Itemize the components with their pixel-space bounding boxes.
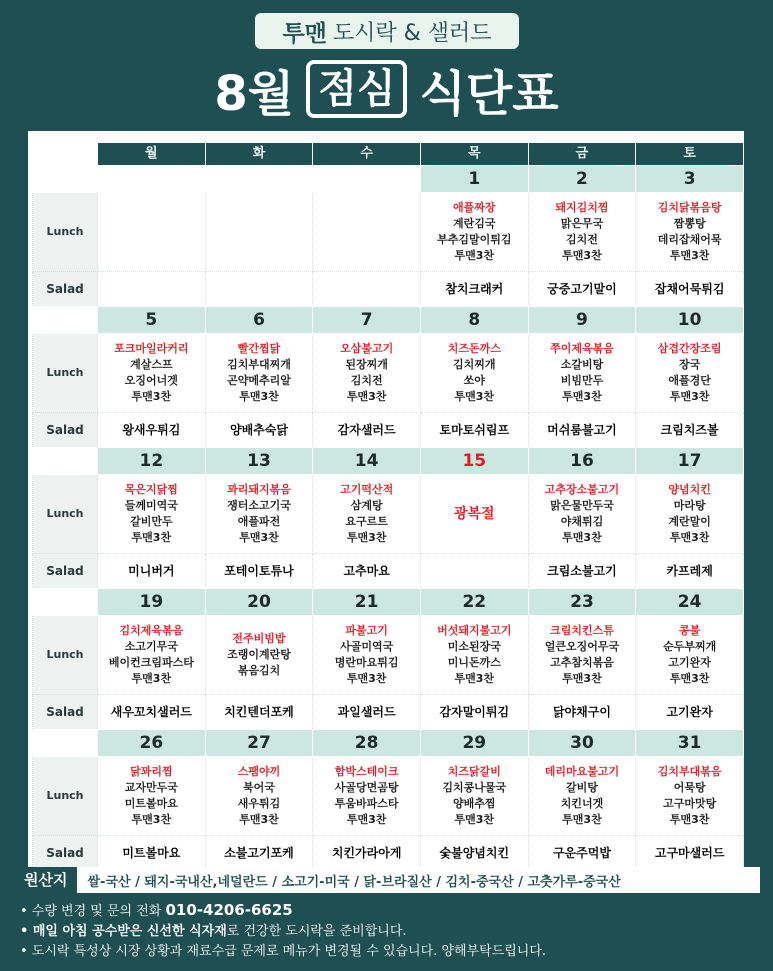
lunch-cell [420, 193, 528, 272]
origin-text: 쌀-국산 / 돼지-국내산,네덜란드 / 소고기-미국 / 닭-브라질산 / 김치-중국산 / 고춧가루-중국산 [87, 874, 621, 890]
salad-label: Salad [33, 272, 98, 307]
notes [20, 900, 760, 962]
main-dish: 스팸야끼 [237, 765, 281, 778]
date-cell: 19 [98, 589, 206, 616]
salad-cell: 고추마요 [313, 554, 421, 589]
side-dish: 어묵탕 [673, 781, 706, 794]
salad-label: Salad [33, 413, 98, 448]
salad-cell [205, 272, 313, 307]
date-cell [98, 166, 206, 193]
side-dish: 투맨3찬 [562, 531, 602, 544]
salad-cell: 양배추숙닭 [205, 413, 313, 448]
side-dish: 투맨3찬 [239, 531, 279, 544]
salad-cell: 잡채어묵튀김 [636, 272, 744, 307]
lunch-cell [528, 475, 636, 554]
side-dish: 투맨3찬 [346, 390, 387, 403]
side-dish: 된장찌개 [345, 358, 388, 371]
lunch-cell [98, 757, 206, 836]
main-dish: 김치제육볶음 [119, 624, 184, 637]
side-dish: 볶음김치 [237, 664, 281, 677]
side-dish: 투맨3찬 [669, 531, 710, 544]
side-dish: 삼계탕 [350, 499, 383, 512]
salad-cell: 고기완자 [636, 695, 744, 730]
lunch-label: Lunch [33, 616, 98, 695]
main-dish: 꽈리돼지볶음 [227, 483, 291, 496]
side-dish: 맑은무국 [560, 217, 604, 230]
lunch-row [33, 334, 744, 413]
side-dish: 투맨3찬 [562, 672, 602, 685]
salad-cell: 머쉬룸불고기 [528, 413, 636, 448]
date-cell: 30 [528, 730, 636, 757]
date-cell: 22 [420, 589, 528, 616]
side-dish: 맑은물만두국 [550, 499, 614, 512]
main-dish: 오삼불고기 [340, 342, 394, 355]
lunch-cell [313, 475, 421, 554]
side-dish: 들께미역국 [124, 499, 178, 512]
side-dish: 갈비탕 [566, 781, 598, 794]
side-dish: 투맨3찬 [346, 531, 387, 544]
date-row [33, 307, 744, 334]
side-dish: 부추김말이튀김 [437, 233, 512, 246]
holiday-label: 광복절 [454, 505, 495, 522]
date-cell: 29 [420, 730, 528, 757]
phone-number: 010-4206-6625 [165, 901, 293, 919]
date-row [33, 448, 744, 475]
side-dish: 베이컨크림파스타 [108, 656, 194, 669]
note-change: • 도시락 특성상 시장 상황과 재료수급 문제로 메뉴가 변경될 수 있습니다. 양해부탁드립니다. [20, 944, 547, 959]
side-dish: 계살스프 [130, 358, 173, 371]
salad-cell: 토마토쉬림프 [420, 413, 528, 448]
date-cell: 2 [528, 166, 636, 193]
main-dish: 고추장소불고기 [544, 483, 620, 496]
main-dish: 고기떡산적 [340, 483, 394, 496]
salad-cell: 미트볼마요 [98, 836, 206, 871]
side-dish: 얼큰오징어무국 [544, 640, 620, 653]
lunch-label: Lunch [33, 475, 98, 554]
salad-cell: 궁중고기말이 [528, 272, 636, 307]
weekday-header: 토 [636, 143, 744, 166]
lunch-row [33, 475, 744, 554]
lunch-cell [420, 616, 528, 695]
main-dish: 애플짜장 [453, 201, 496, 214]
main-dish: 빨간찜닭 [237, 342, 281, 355]
lunch-cell [636, 757, 744, 836]
side-dish: 요구르트 [345, 515, 388, 528]
main-dish: 돼지김치찜 [555, 201, 609, 214]
salad-cell: 고구마샐러드 [636, 836, 744, 871]
lunch-cell [636, 334, 744, 413]
lunch-cell [528, 757, 636, 836]
lunch-cell [98, 475, 206, 554]
side-dish: 고구마맛탕 [663, 797, 717, 810]
date-cell: 13 [205, 448, 313, 475]
lunch-cell [313, 193, 421, 272]
main-dish: 파불고기 [345, 624, 388, 637]
side-dish: 고추참치볶음 [550, 656, 614, 669]
side-dish: 김치전 [566, 233, 598, 246]
salad-row [33, 272, 744, 307]
side-dish: 투맨3찬 [239, 390, 279, 403]
side-dish: 투맨3찬 [346, 672, 387, 685]
date-cell: 16 [528, 448, 636, 475]
side-dish: 미니돈까스 [447, 656, 501, 669]
lunch-cell [528, 334, 636, 413]
date-cell: 12 [98, 448, 206, 475]
date-cell [313, 166, 421, 193]
salad-cell [98, 272, 206, 307]
side-dish: 투맨3찬 [239, 813, 279, 826]
lunch-cell [98, 616, 206, 695]
side-dish: 투맨3찬 [131, 813, 172, 826]
side-dish: 데리잡채어묵 [657, 233, 722, 246]
main-dish: 치즈닭갈비 [447, 765, 501, 778]
date-cell: 28 [313, 730, 421, 757]
side-dish: 짬뽕탕 [673, 217, 706, 230]
main-dish: 쭈이제육볶음 [550, 342, 614, 355]
side-dish: 갈비만두 [130, 515, 173, 528]
brand-strong: 투맨 [282, 20, 327, 47]
date-cell: 17 [636, 448, 744, 475]
weekday-header-row [33, 143, 744, 166]
salad-cell [313, 272, 421, 307]
salad-cell [420, 554, 528, 589]
side-dish: 쏘야 [463, 374, 485, 387]
lunch-label: Lunch [33, 334, 98, 413]
main-dish: 김치닭볶음탕 [657, 201, 722, 214]
salad-cell: 치킨가라아게 [313, 836, 421, 871]
side-dish: 새우튀김 [237, 797, 281, 810]
date-row [33, 589, 744, 616]
side-dish: 투맨3찬 [669, 813, 710, 826]
side-dish: 투맨3찬 [131, 390, 172, 403]
side-dish: 애플파전 [237, 515, 281, 528]
side-dish: 장국 [679, 358, 701, 371]
side-dish: 투맨3찬 [562, 390, 602, 403]
salad-cell: 감자샐러드 [313, 413, 421, 448]
side-dish: 미트볼마요 [124, 797, 178, 810]
weekday-header: 월 [98, 143, 206, 166]
date-cell: 20 [205, 589, 313, 616]
side-dish: 조랭이계란탕 [227, 648, 291, 661]
date-cell: 31 [636, 730, 744, 757]
lunch-row [33, 757, 744, 836]
side-dish: 쟁터소고기국 [227, 499, 291, 512]
main-dish: 목은지닭찜 [124, 483, 178, 496]
salad-label: Salad [33, 836, 98, 871]
main-dish: 함박스테이크 [334, 765, 399, 778]
main-dish: 양념치킨 [668, 483, 711, 496]
date-cell: 1 [420, 166, 528, 193]
date-cell: 9 [528, 307, 636, 334]
side-dish: 김치찌개 [453, 358, 496, 371]
lunch-cell [420, 757, 528, 836]
lunch-cell [636, 193, 744, 272]
lunch-cell [528, 193, 636, 272]
title-month: 8월 [214, 65, 295, 122]
date-cell: 8 [420, 307, 528, 334]
side-dish: 김치콩나물국 [442, 781, 507, 794]
main-dish: 전주비빔밥 [232, 632, 286, 645]
salad-row [33, 695, 744, 730]
side-dish: 투맨3찬 [669, 390, 710, 403]
lunch-cell [98, 334, 206, 413]
date-cell: 26 [98, 730, 206, 757]
side-dish: 고기완자 [668, 656, 711, 669]
lunch-label: Lunch [33, 757, 98, 836]
note-fresh: • 매일 아침 공수받은 신선한 식자재로 건강한 도시락을 준비합니다. [20, 924, 407, 939]
main-dish: 콩불 [679, 624, 701, 637]
brand-rest: 도시락 & 샐러드 [332, 20, 492, 46]
side-dish: 순두부찌개 [663, 640, 717, 653]
side-dish: 애플경단 [668, 374, 711, 387]
lunch-cell [528, 616, 636, 695]
salad-cell: 새우꼬치샐러드 [98, 695, 206, 730]
side-dish: 명란마요튀김 [334, 656, 399, 669]
side-dish: 교자만두국 [124, 781, 178, 794]
side-dish: 투맨3찬 [131, 672, 172, 685]
side-dish: 투맨3찬 [669, 249, 710, 262]
main-dish: 치즈돈까스 [447, 342, 501, 355]
date-cell: 27 [205, 730, 313, 757]
lunch-label: Lunch [33, 193, 98, 272]
date-cell: 23 [528, 589, 636, 616]
date-cell: 6 [205, 307, 313, 334]
side-dish: 소갈비탕 [560, 358, 604, 371]
side-dish: 사골미역국 [340, 640, 394, 653]
salad-cell: 미니버거 [98, 554, 206, 589]
salad-cell: 감자말이튀김 [420, 695, 528, 730]
title-box: 점심 [306, 60, 407, 118]
date-cell: 21 [313, 589, 421, 616]
weekday-header: 화 [205, 143, 313, 166]
lunch-cell [420, 475, 528, 554]
menu-calendar [32, 142, 744, 871]
salad-cell: 크림소불고기 [528, 554, 636, 589]
side-dish: 투맨3찬 [346, 813, 387, 826]
side-dish: 투맨3찬 [454, 249, 495, 262]
date-row [33, 166, 744, 193]
salad-label: Salad [33, 695, 98, 730]
date-cell: 24 [636, 589, 744, 616]
salad-cell: 과일샐러드 [313, 695, 421, 730]
salad-cell: 치킨텐더포케 [205, 695, 313, 730]
salad-cell: 닭야채구이 [528, 695, 636, 730]
note-phone: • 수량 변경 및 문의 전화 010-4206-6625 [20, 901, 293, 919]
weekday-header: 금 [528, 143, 636, 166]
side-dish: 사골당면곰탕 [334, 781, 399, 794]
date-cell: 10 [636, 307, 744, 334]
date-cell: 15 [420, 448, 528, 475]
salad-cell: 카프레제 [636, 554, 744, 589]
weekday-header: 수 [313, 143, 421, 166]
side-dish: 북어국 [243, 781, 275, 794]
date-cell: 7 [313, 307, 421, 334]
salad-cell: 크림치즈볼 [636, 413, 744, 448]
main-dish: 김치부대볶음 [657, 765, 722, 778]
lunch-cell [98, 193, 206, 272]
lunch-cell [313, 334, 421, 413]
side-dish: 계란말이 [668, 515, 711, 528]
salad-row [33, 836, 744, 871]
side-dish: 마라탕 [673, 499, 706, 512]
salad-cell: 포테이토튜나 [205, 554, 313, 589]
date-cell: 14 [313, 448, 421, 475]
main-dish: 닭꽈리찜 [130, 765, 173, 778]
lunch-cell [205, 475, 313, 554]
side-dish: 양배추찜 [453, 797, 496, 810]
lunch-row [33, 193, 744, 272]
side-dish: 치킨너겟 [560, 797, 604, 810]
date-cell: 3 [636, 166, 744, 193]
salad-cell: 참치크래커 [420, 272, 528, 307]
salad-cell: 숯불양념치킨 [420, 836, 528, 871]
salad-row [33, 554, 744, 589]
lunch-cell [636, 475, 744, 554]
brand-badge [255, 13, 519, 49]
lunch-cell [313, 757, 421, 836]
side-dish: 계란김국 [453, 217, 496, 230]
side-dish: 김치부대찌개 [227, 358, 291, 371]
side-dish: 오징어너겟 [124, 374, 178, 387]
lunch-cell [205, 757, 313, 836]
main-dish: 데리마요불고기 [544, 765, 620, 778]
side-dish: 투맨3찬 [669, 672, 710, 685]
main-dish: 버섯돼지불고기 [437, 624, 512, 637]
lunch-cell [420, 334, 528, 413]
main-dish: 크림치킨스튜 [550, 624, 614, 637]
origin-bar [14, 867, 760, 893]
lunch-cell [636, 616, 744, 695]
lunch-cell [205, 616, 313, 695]
lunch-cell [313, 616, 421, 695]
side-dish: 투맨3찬 [562, 249, 602, 262]
date-row [33, 730, 744, 757]
side-dish: 투맨3찬 [131, 531, 172, 544]
salad-cell: 왕새우튀김 [98, 413, 206, 448]
date-cell: 5 [98, 307, 206, 334]
salad-cell: 구운주먹밥 [528, 836, 636, 871]
lunch-row [33, 616, 744, 695]
side-dish: 곤약메추리알 [227, 374, 291, 387]
weekday-header: 목 [420, 143, 528, 166]
salad-cell: 소불고기포케 [205, 836, 313, 871]
side-dish: 야채튀김 [560, 515, 604, 528]
side-dish: 투맨3찬 [454, 813, 495, 826]
date-cell [205, 166, 313, 193]
salad-row [33, 413, 744, 448]
side-dish: 투움바파스타 [334, 797, 399, 810]
side-dish: 김치전 [350, 374, 383, 387]
lunch-cell [205, 193, 313, 272]
origin-label: 원산지 [14, 867, 77, 893]
page-title [0, 56, 773, 122]
side-dish: 투맨3찬 [562, 813, 602, 826]
main-dish: 포크마일라커리 [114, 342, 189, 355]
lunch-cell [205, 334, 313, 413]
side-dish: 투맨3찬 [454, 672, 495, 685]
side-dish: 소고기무국 [124, 640, 178, 653]
side-dish: 미소된장국 [447, 640, 501, 653]
main-dish: 삼겹간장조림 [657, 342, 722, 355]
salad-label: Salad [33, 554, 98, 589]
side-dish: 비빔만두 [560, 374, 604, 387]
side-dish: 투맨3찬 [454, 390, 495, 403]
calendar-body [33, 166, 744, 871]
title-rest: 식단표 [419, 65, 559, 122]
